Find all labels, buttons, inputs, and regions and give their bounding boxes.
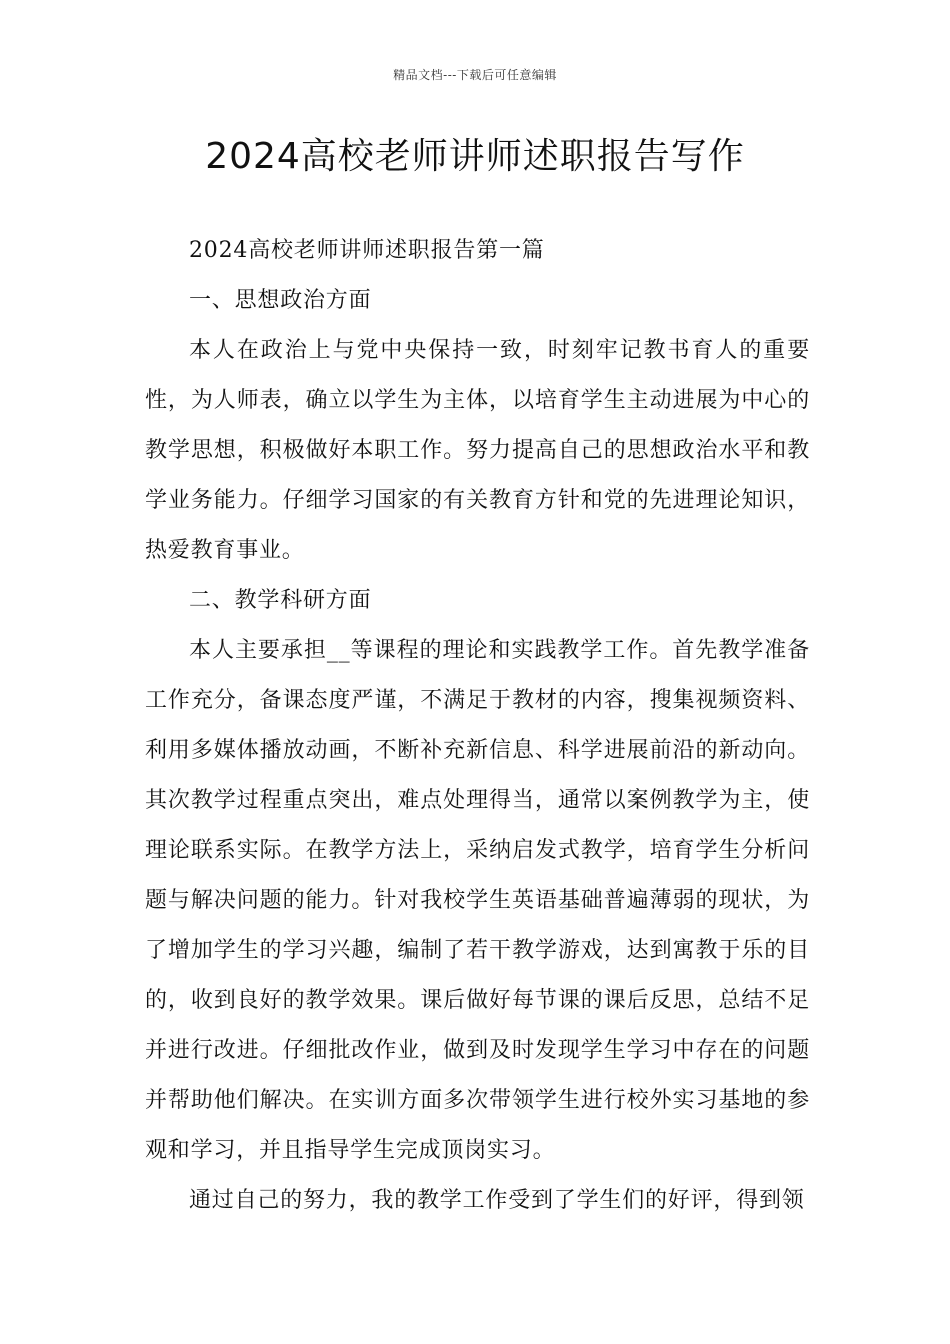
document-title: 2024高校老师讲师述职报告写作 xyxy=(205,136,745,177)
paragraph-results: 通过自己的努力，我的教学工作受到了学生们的好评，得到领 xyxy=(189,1188,805,1213)
section-heading-first-article: 2024高校老师讲师述职报告第一篇 xyxy=(189,238,545,263)
section-heading-ideology: 一、思想政治方面 xyxy=(189,288,372,313)
document-body xyxy=(145,226,810,1226)
paragraph-teaching-research: 本人主要承担__等课程的理论和实践教学工作。首先教学准备工作充分，备课态度严谨，不满足于教材的内容，搜集视频资料、利用多媒体播放动画，不断补充新信息、科学进展前沿的新动向。其次教学过程重点突出，难点处理得当，通常以案例教学为主，使理论联系实际。在教学方法上，采纳启发式教学，培育学生分析问题与解决问题的能力。针对我校学生英语基础普遍薄弱的现状，为了增加学生的学习兴趣，编制了若干教学游戏，达到寓教于乐的目的，收到良好的教学效果。课后做好每节课的课后反思，总结不足并进行改进。仔细批改作业，做到及时发现学生学习中存在的问题并帮助他们解决。在实训方面多次带领学生进行校外实习基地的参观和学习，并且指导学生完成顶岗实习。 xyxy=(145,638,810,1163)
paragraph-ideology: 本人在政治上与党中央保持一致，时刻牢记教书育人的重要性，为人师表，确立以学生为主体，以培育学生主动进展为中心的教学思想，积极做好本职工作。努力提高自己的思想政治水平和教学业务能力。仔细学习国家的有关教育方针和党的先进理论知识，热爱教育事业。 xyxy=(145,338,810,563)
header-note: 精品文档---下载后可任意编辑 xyxy=(393,68,557,82)
section-heading-teaching-research: 二、教学科研方面 xyxy=(189,588,372,613)
